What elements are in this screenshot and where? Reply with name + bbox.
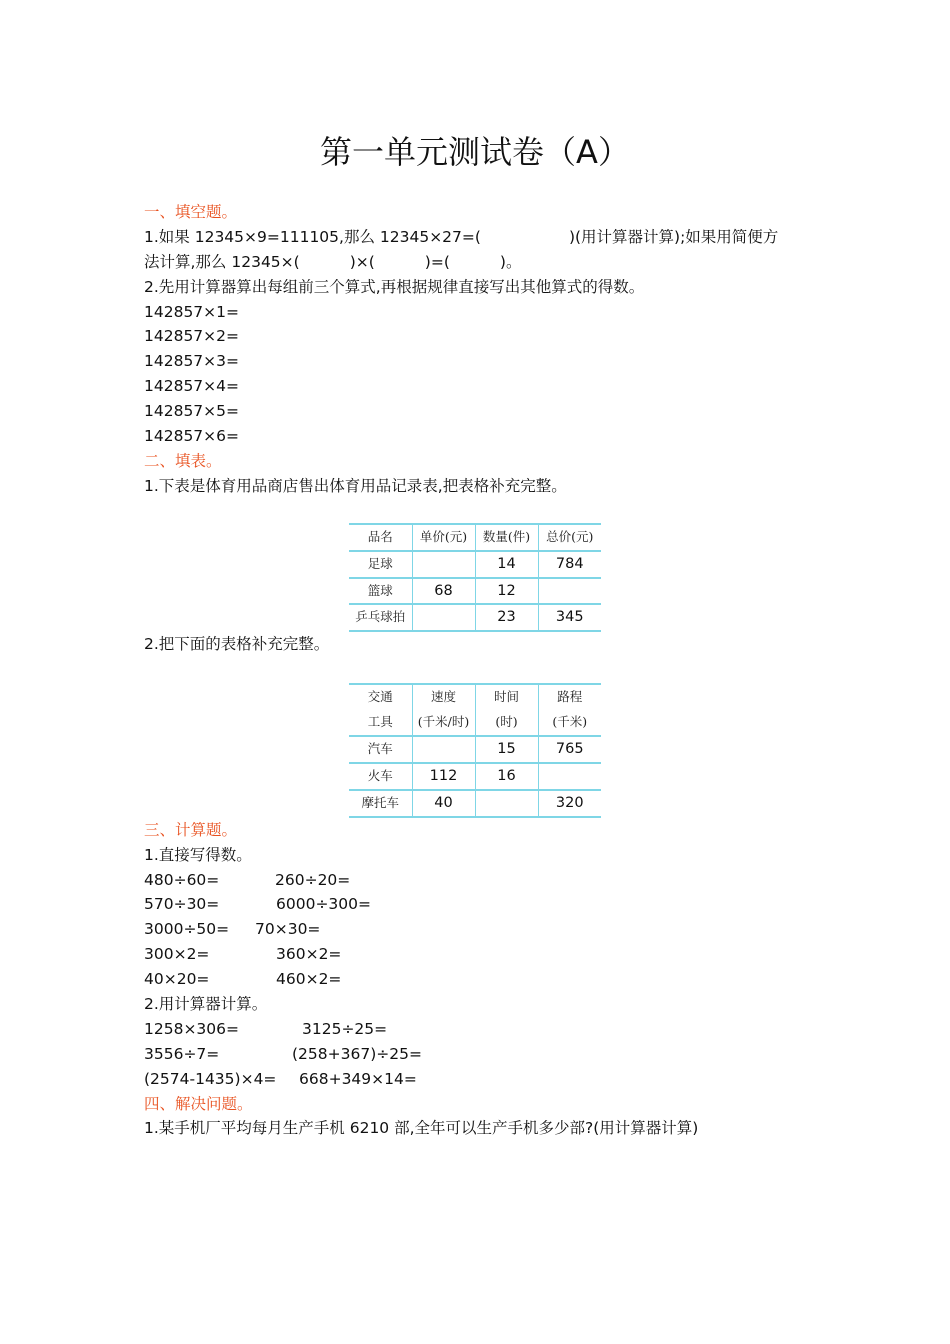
table-cell: 112	[412, 763, 475, 790]
question-2: 2.先用计算器算出每组前三个算式,再根据规律直接写出其他算式的得数。	[144, 277, 645, 296]
table-cell-blank[interactable]	[475, 790, 538, 817]
table-cell-blank[interactable]	[538, 578, 601, 605]
calc-item: 300×2=	[144, 945, 210, 964]
calculator-question: 2.用计算器计算。	[144, 994, 268, 1013]
question-1-line-2	[144, 250, 814, 275]
calc-item: 1258×306=	[144, 1019, 240, 1038]
calc-item: (2574-1435)×4=	[144, 1069, 277, 1088]
expression: 142857×6=	[144, 427, 240, 446]
calc-item: 6000÷300=	[276, 895, 372, 914]
table-cell: 乒乓球拍	[349, 604, 412, 631]
table-cell: 12	[475, 578, 538, 605]
table-header-cell: (千米/时)	[412, 710, 475, 736]
table-row	[349, 604, 601, 631]
calc-row	[144, 917, 814, 942]
table-header-row	[349, 710, 601, 736]
calc-item: 3125÷25=	[302, 1019, 388, 1038]
table-cell: 40	[412, 790, 475, 817]
table-cell: 火车	[349, 763, 412, 790]
section-heading-word-problems: 四、解决问题。	[144, 1094, 253, 1113]
table-cell-blank[interactable]	[412, 736, 475, 763]
table-row	[349, 551, 601, 578]
calc-item: 40×20=	[144, 970, 210, 989]
calc-row	[144, 967, 814, 992]
question-text: )×(	[349, 252, 375, 271]
table-row	[349, 578, 601, 605]
section-heading-fill-tables: 二、填表。	[144, 451, 222, 470]
table-cell: 摩托车	[349, 790, 412, 817]
calc-item: (258+367)÷25=	[292, 1044, 422, 1063]
table-header-cell: 数量(件)	[475, 524, 538, 551]
calc-row	[144, 892, 814, 917]
table-cell-blank[interactable]	[412, 604, 475, 631]
page-title: 第一单元测试卷（A）	[320, 133, 630, 171]
expression: 142857×1=	[144, 302, 240, 321]
calc-item: 260÷20=	[275, 870, 351, 889]
question-text: )。	[499, 252, 522, 271]
calc-row	[144, 1067, 814, 1092]
sports-goods-table	[349, 523, 601, 633]
question-text: )=(	[424, 252, 450, 271]
table-row	[349, 790, 601, 817]
table-cell: 足球	[349, 551, 412, 578]
table-header-cell: 总价(元)	[538, 524, 601, 551]
expression: 142857×5=	[144, 402, 240, 421]
table-cell: 345	[538, 604, 601, 631]
table-header-cell: 时间	[475, 684, 538, 710]
table-cell: 汽车	[349, 736, 412, 763]
question-text: )(用计算器计算);如果用简便方	[568, 227, 779, 246]
calc-item: 3000÷50=	[144, 920, 230, 939]
word-problem-1: 1.某手机厂平均每月生产手机 6210 部,全年可以生产手机多少部?(用计算器计算)	[144, 1119, 699, 1138]
table-header-cell: 品名	[349, 524, 412, 551]
table-header-row	[349, 684, 601, 710]
table-cell: 15	[475, 736, 538, 763]
question-text: 法计算,那么 12345×(	[144, 252, 300, 271]
question-1-line-1	[144, 225, 814, 250]
table-header-row	[349, 524, 601, 551]
section-heading-calculation: 三、计算题。	[144, 820, 238, 839]
worksheet-body	[144, 200, 814, 1141]
calc-row	[144, 1042, 814, 1067]
table-header-cell: 路程	[538, 684, 601, 710]
table-2-question: 2.把下面的表格补充完整。	[144, 635, 330, 654]
calc-item: 70×30=	[255, 920, 321, 939]
table-header-cell: (时)	[475, 710, 538, 736]
transport-table	[349, 683, 601, 818]
calc-item: 668+349×14=	[299, 1069, 417, 1088]
calc-item: 480÷60=	[144, 870, 220, 889]
table-header-cell: 单价(元)	[412, 524, 475, 551]
calc-item: 460×2=	[276, 970, 342, 989]
table-cell: 765	[538, 736, 601, 763]
table-cell-blank[interactable]	[538, 763, 601, 790]
table-cell: 68	[412, 578, 475, 605]
question-text: 1.如果 12345×9=111105,那么 12345×27=(	[144, 227, 481, 246]
calc-item: 360×2=	[276, 945, 342, 964]
calc-item: 3556÷7=	[144, 1044, 220, 1063]
table-cell-blank[interactable]	[412, 551, 475, 578]
calc-item: 570÷30=	[144, 895, 220, 914]
expression: 142857×3=	[144, 352, 240, 371]
expression: 142857×2=	[144, 327, 240, 346]
table-cell: 16	[475, 763, 538, 790]
table-header-cell: 交通	[349, 684, 412, 710]
table-row	[349, 763, 601, 790]
table-header-cell: 速度	[412, 684, 475, 710]
table-cell: 23	[475, 604, 538, 631]
direct-answer-question: 1.直接写得数。	[144, 845, 252, 864]
table-header-cell: 工具	[349, 710, 412, 736]
section-heading-fill-blanks: 一、填空题。	[144, 203, 238, 221]
table-cell: 320	[538, 790, 601, 817]
table-cell: 14	[475, 551, 538, 578]
calc-row	[144, 868, 814, 893]
table-header-cell: (千米)	[538, 710, 601, 736]
calc-row	[144, 942, 814, 967]
expression: 142857×4=	[144, 377, 240, 396]
table-1-question: 1.下表是体育用品商店售出体育用品记录表,把表格补充完整。	[144, 476, 567, 495]
table-cell: 篮球	[349, 578, 412, 605]
table-cell: 784	[538, 551, 601, 578]
calc-row	[144, 1017, 814, 1042]
table-row	[349, 736, 601, 763]
